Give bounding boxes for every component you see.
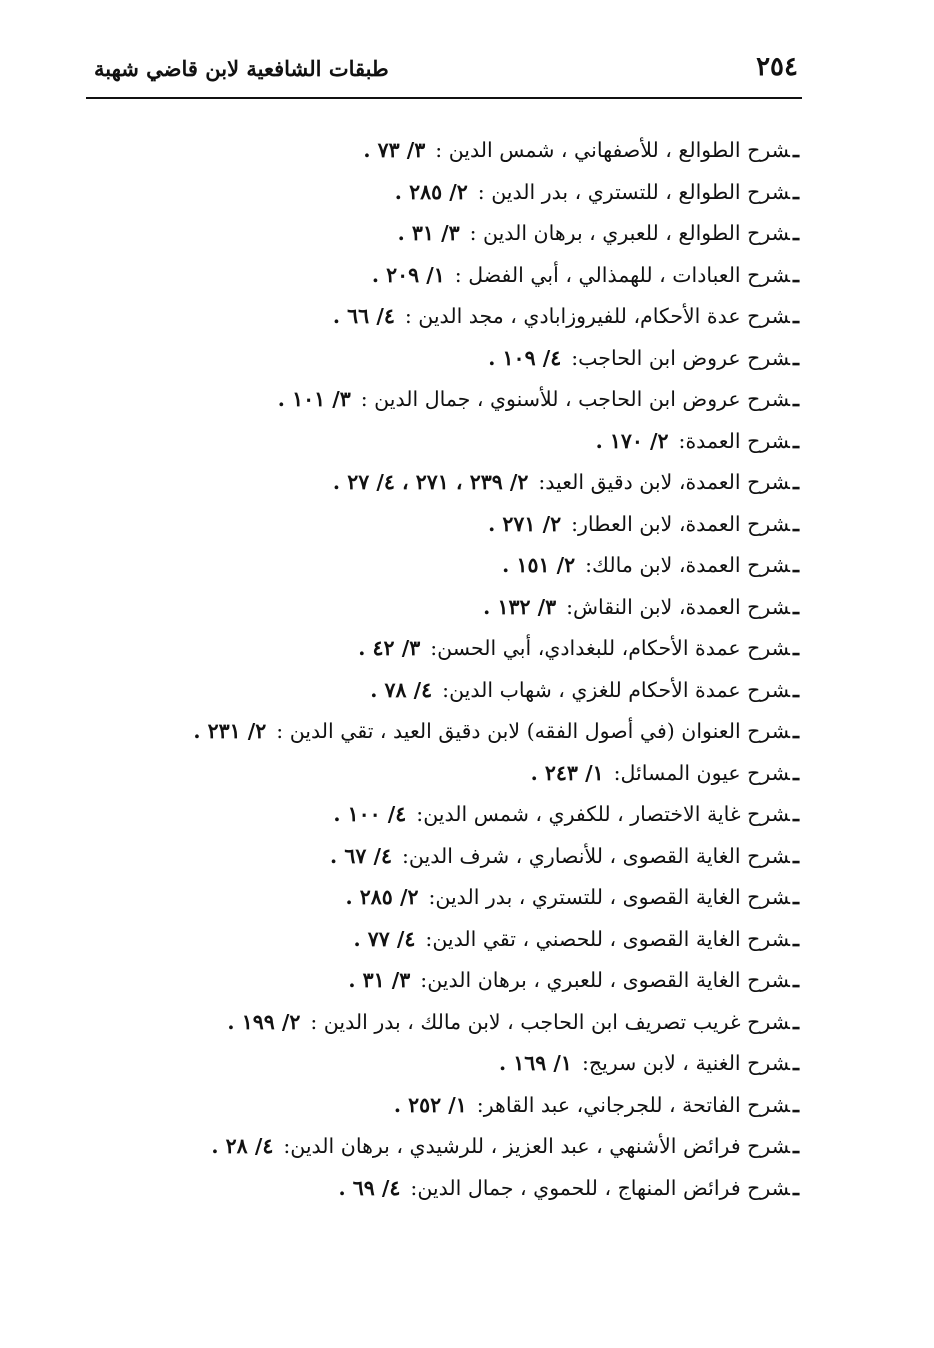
- index-entry: [119, 1002, 799, 1044]
- entry-dash: ـ: [792, 594, 799, 619]
- entry-dash: ـ: [792, 636, 799, 660]
- running-title: طبقات الشافعية لابن قاضي شهبة: [94, 56, 389, 81]
- index-entry: [119, 919, 799, 961]
- entry-reference: ٣/ ١٠١ .: [277, 387, 351, 411]
- entry-title: شرح الفاتحة ، للجرجاني، عبد القاهر:: [476, 1092, 790, 1117]
- entry-reference: ٢/ ٢٧١ .: [488, 511, 562, 536]
- entry-title: شرح العنوان (في أصول الفقه) لابن دقيق العيد ، تقي الدين :: [276, 719, 790, 743]
- page-header: [86, 52, 808, 96]
- entry-dash: ـ: [792, 843, 799, 868]
- index-entry: [119, 1085, 799, 1127]
- index-entry: [119, 587, 799, 629]
- index-entry: [119, 213, 799, 255]
- entry-dash: ـ: [792, 719, 799, 743]
- entry-reference: ٤/ ١٠٠ .: [333, 802, 407, 826]
- header-rule: [86, 97, 802, 99]
- entry-title: شرح الطوالع ، للعبري ، برهان الدين :: [469, 221, 790, 245]
- index-entry: [119, 628, 799, 670]
- entry-reference: ٤/ ٧٧ .: [353, 926, 416, 951]
- index-entry: [119, 172, 799, 214]
- entry-reference: ٤/ ١٠٩ .: [488, 345, 562, 370]
- entry-title: شرح فرائض الأشنهي ، عبد العزيز ، للرشيدي ، برهان الدين:: [283, 1134, 790, 1158]
- entry-title: شرح غريب تصريف ابن الحاجب ، لابن مالك ، بدر الدين :: [310, 1009, 790, 1034]
- index-entry: [119, 296, 799, 338]
- entry-title: شرح عدة الأحكام، للفيروزابادي ، مجد الدين :: [404, 304, 790, 328]
- entry-reference: ٣/ ٣١ .: [397, 221, 460, 245]
- entry-dash: ـ: [792, 1009, 799, 1034]
- entry-dash: ـ: [792, 511, 799, 536]
- index-entry: [119, 462, 799, 504]
- entry-reference: ٤/ ٦٦ .: [332, 304, 395, 328]
- index-entry: [119, 960, 799, 1002]
- entry-reference: ١/ ١٦٩ .: [498, 1051, 572, 1075]
- index-entry: [119, 1126, 799, 1168]
- entry-title: شرح عيون المسائل:: [613, 760, 790, 785]
- entry-title: شرح الطوالع ، للأصفهاني ، شمس الدين :: [435, 138, 790, 162]
- index-entry: [119, 836, 799, 878]
- entry-title: شرح العمدة:: [678, 428, 790, 453]
- index-entry: [119, 670, 799, 712]
- index-entry: [119, 545, 799, 587]
- index-entry: [119, 379, 799, 421]
- entry-title: شرح غاية الاختصار ، للكفري ، شمس الدين:: [416, 802, 790, 826]
- entry-reference: ٤/ ٦٧ .: [330, 843, 392, 868]
- entry-reference: ٢/ ٢٨٥ .: [394, 179, 468, 204]
- entry-title: شرح العمدة، لابن النقاش:: [566, 594, 790, 619]
- entry-reference: ٤/ ٢٨ .: [211, 1134, 274, 1158]
- entry-dash: ـ: [792, 760, 799, 785]
- entry-dash: ـ: [792, 1175, 799, 1200]
- entry-dash: ـ: [792, 470, 799, 494]
- entry-reference: ٣/ ٣١ .: [348, 968, 411, 992]
- entry-dash: ـ: [792, 428, 799, 453]
- entry-reference: ٢/ ١٩٩ .: [227, 1009, 301, 1034]
- entry-dash: ـ: [792, 1134, 799, 1158]
- entry-title: شرح عروض ابن الحاجب ، للأسنوي ، جمال الدين :: [360, 387, 790, 411]
- entry-title: شرح الغاية القصوى ، للتستري ، بدر الدين:: [428, 885, 790, 909]
- entry-reference: ٢/ ٢٣١ .: [193, 719, 267, 743]
- entry-title: شرح الغاية القصوى ، للحصني ، تقي الدين:: [425, 926, 790, 951]
- entry-dash: ـ: [792, 677, 799, 702]
- index-entry: [119, 1168, 799, 1210]
- entry-title: شرح فرائض المنهاج ، للحموي ، جمال الدين:: [410, 1175, 790, 1200]
- index-entry: [119, 504, 799, 546]
- entry-title: شرح العمدة، لابن مالك:: [585, 553, 790, 577]
- entry-dash: ـ: [792, 1051, 799, 1075]
- entry-title: شرح العبادات ، للهمذالي ، أبي الفضل :: [454, 262, 790, 287]
- index-entry: [119, 877, 799, 919]
- entry-title: شرح عروض ابن الحاجب:: [571, 345, 790, 370]
- page-number: ٢٥٤: [756, 52, 798, 82]
- index-entry-list: [119, 130, 799, 1209]
- entry-reference: ١/ ٢٤٣ .: [530, 760, 604, 785]
- entry-dash: ـ: [792, 221, 799, 245]
- index-entry: [119, 1043, 799, 1085]
- entry-dash: ـ: [792, 553, 799, 577]
- entry-title: شرح عمدة الأحكام، للبغدادي، أبي الحسن:: [430, 636, 790, 660]
- entry-reference: ٣/ ٤٢ .: [358, 636, 421, 660]
- entry-dash: ـ: [792, 885, 799, 909]
- entry-dash: ـ: [792, 1092, 799, 1117]
- entry-reference: ٢/ ٢٣٩ ، ٢٧١ ، ٤/ ٢٧ .: [332, 470, 529, 494]
- index-entry: [119, 338, 799, 380]
- index-entry: [119, 130, 799, 172]
- entry-title: شرح العمدة، لابن العطار:: [571, 511, 790, 536]
- index-entry: [119, 753, 799, 795]
- index-entry: [119, 794, 799, 836]
- entry-dash: ـ: [792, 387, 799, 411]
- entry-title: شرح الغاية القصوى ، للأنصاري ، شرف الدين:: [401, 843, 790, 868]
- entry-dash: ـ: [792, 802, 799, 826]
- entry-reference: ٢/ ١٧٠ .: [595, 428, 669, 453]
- entry-title: شرح العمدة، لابن دقيق العيد:: [538, 470, 790, 494]
- entry-reference: ٣/ ١٣٢ .: [483, 594, 557, 619]
- entry-reference: ١/ ٢٥٢ .: [393, 1092, 467, 1117]
- entry-reference: ٣/ ٧٣ .: [363, 138, 426, 162]
- entry-title: شرح الغنية ، لابن سريج:: [581, 1051, 790, 1075]
- entry-dash: ـ: [792, 138, 799, 162]
- entry-reference: ١/ ٢٠٩ .: [371, 262, 445, 287]
- entry-title: شرح الطوالع ، للتستري ، بدر الدين :: [477, 179, 790, 204]
- entry-title: شرح الغاية القصوى ، للعبري ، برهان الدين:: [420, 968, 790, 992]
- entry-dash: ـ: [792, 968, 799, 992]
- index-entry: [119, 421, 799, 463]
- entry-reference: ٢/ ٢٨٥ .: [345, 885, 419, 909]
- entry-title: شرح عمدة الأحكام للغزي ، شهاب الدين:: [442, 677, 790, 702]
- entry-dash: ـ: [792, 179, 799, 204]
- entry-dash: ـ: [792, 345, 799, 370]
- entry-dash: ـ: [792, 926, 799, 951]
- entry-reference: ٤/ ٧٨ .: [370, 677, 433, 702]
- entry-dash: ـ: [792, 304, 799, 328]
- entry-reference: ٤/ ٦٩ .: [338, 1175, 401, 1200]
- entry-reference: ٢/ ١٥١ .: [502, 553, 576, 577]
- entry-dash: ـ: [792, 262, 799, 287]
- index-entry: [119, 711, 799, 753]
- index-entry: [119, 255, 799, 297]
